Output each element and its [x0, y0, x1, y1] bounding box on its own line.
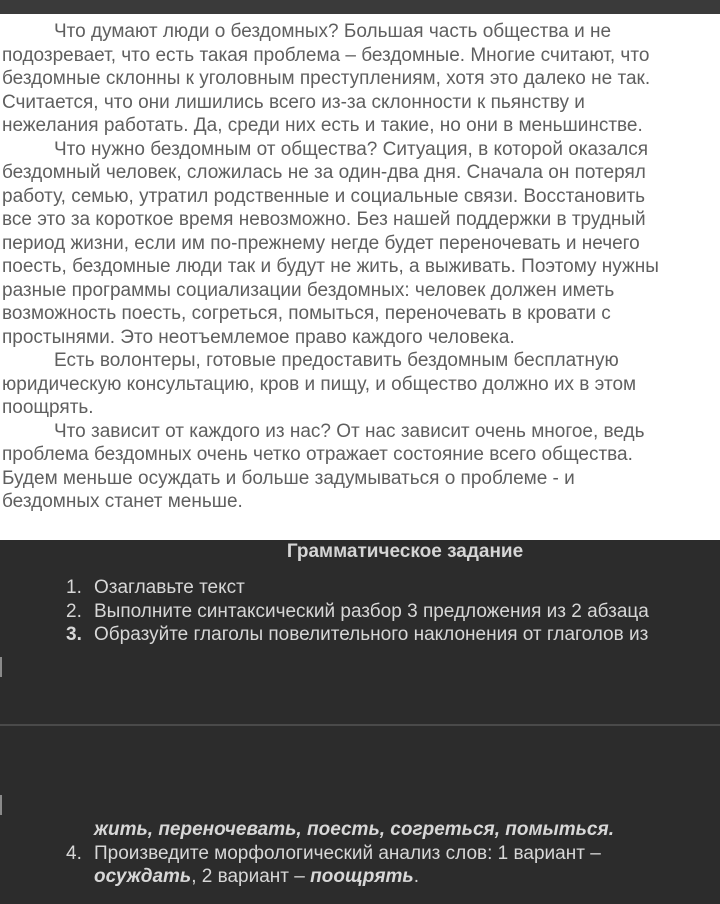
- essay-line: работу, семью, утратил родственные и социальные связи. Восстановить: [2, 185, 646, 207]
- variant-end: .: [413, 866, 419, 887]
- variant-separator: , 2 вариант –: [191, 866, 311, 887]
- task-number: 1.: [66, 577, 82, 598]
- task-list: [66, 576, 720, 647]
- task-item: [66, 842, 614, 866]
- task-section: [0, 540, 720, 904]
- essay-line: Есть волонтеры, готовые предоставить бездомным бесплатную: [54, 350, 619, 371]
- essay-line: проблема бездомных очень четко отражает состояние всего общества.: [2, 444, 633, 465]
- verb-list: [94, 818, 614, 842]
- essay-line: Будем меньше осуждать и больше задумываться о проблеме - и: [2, 467, 575, 489]
- essay-line: период жизни, если им по-прежнему негде будет переночевать и нечего: [2, 232, 640, 254]
- essay-line: бездомные склонны к уголовным преступлениям, хотя это далеко не так.: [2, 68, 651, 89]
- task-text: Образуйте глаголы повелительного наклонения от глаголов из: [94, 624, 649, 645]
- essay-line: Что зависит от каждого из нас? От нас зависит очень многое, ведь: [54, 420, 645, 442]
- essay-line: бездомный человек, сложилась не за один-два дня. Сначала он потерял: [2, 162, 646, 183]
- essay-line: все это за короткое время невозможно. Без нашей поддержки в трудный: [2, 209, 646, 230]
- task-text: Произведите морфологический анализ слов: 1 вариант –: [94, 842, 601, 864]
- task-text: Выполните синтаксический разбор 3 предложения из 2 абзаца: [94, 600, 649, 622]
- task-item: [66, 600, 720, 624]
- scroll-edge-mark: [0, 795, 2, 815]
- essay-line: подозревает, что есть такая проблема – бездомные. Многие считают, что: [2, 44, 650, 66]
- task-title: Грамматическое задание: [286, 541, 524, 562]
- scroll-edge-mark: [0, 657, 2, 677]
- task-item: [66, 623, 720, 647]
- essay-text: [2, 20, 720, 514]
- essay-line: простынями. Это неотъемлемое право каждого человека.: [2, 326, 515, 348]
- task-number: 3.: [66, 624, 82, 645]
- task-item: [66, 576, 720, 600]
- essay-line: поесть, бездомные люди так и будут не жить, а выживать. Поэтому нужны: [2, 256, 659, 277]
- essay-line: юридическую консультацию, кров и пищу, и общество должно их в этом: [2, 373, 637, 395]
- variant-1-word: осуждать: [94, 866, 192, 887]
- separator: [0, 724, 720, 726]
- essay-line: Что нужно бездомным от общества? Ситуация, в которой оказался: [54, 138, 649, 160]
- task-item-variants: [94, 865, 614, 889]
- top-strip: [0, 0, 720, 14]
- essay-page: [0, 14, 720, 540]
- task-number: 2.: [66, 600, 82, 622]
- task-text: Озаглавьте текст: [94, 577, 245, 598]
- essay-line: разные программы социализации бездомных: человек должен иметь: [2, 279, 615, 301]
- task-number: 4.: [66, 842, 82, 864]
- task-continuation: [66, 818, 614, 889]
- essay-line: бездомных станет меньше.: [2, 491, 243, 512]
- verb-list-text: жить, переночевать, поесть, согреться, помыться.: [94, 819, 614, 840]
- essay-line: нежелания работать. Да, среди них есть и такие, но они в меньшинстве.: [2, 115, 643, 136]
- essay-line: возможность поесть, согреться, помыться, переночевать в кровати с: [2, 303, 611, 324]
- essay-line: Что думают люди о бездомных? Большая часть общества и не: [54, 21, 612, 42]
- essay-line: Считается, что они лишились всего из-за склонности к пьянству и: [2, 91, 585, 113]
- essay-line: поощрять.: [2, 397, 94, 418]
- variant-2-word: поощрять: [310, 866, 414, 887]
